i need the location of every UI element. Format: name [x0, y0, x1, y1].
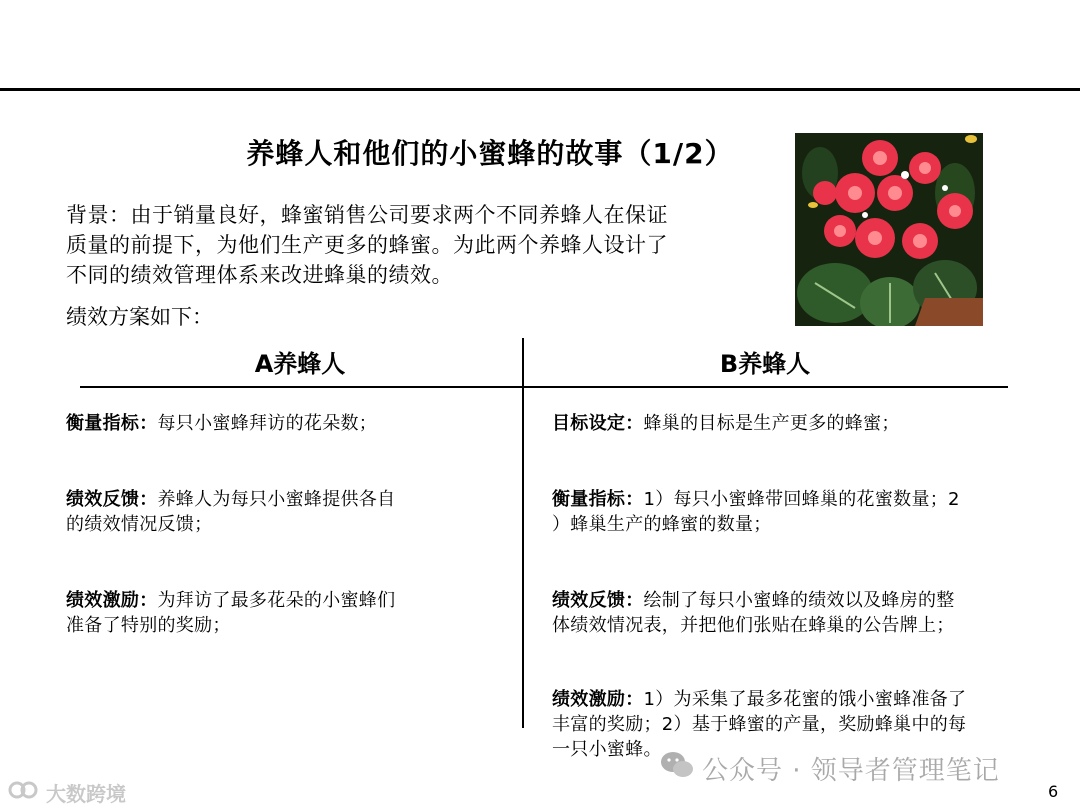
- page-number: 6: [1048, 782, 1059, 801]
- item-text: ）蜂巢生产的蜂蜜的数量；: [552, 514, 772, 535]
- item-text: 丰富的奖励；2）基于蜂蜜的产量，奖励蜂巢中的每: [552, 714, 967, 735]
- item-text: 1）为采集了最多花蜜的饿小蜜蜂准备了: [643, 689, 967, 710]
- item-text: 准备了特别的奖励；: [66, 615, 231, 636]
- plan-label: 绩效方案如下：: [66, 305, 213, 329]
- column-a-item-feedback: [66, 487, 466, 537]
- slide-title: 养蜂人和他们的小蜜蜂的故事（1/2）: [246, 137, 734, 170]
- item-text: 1）每只小蜜蜂带回蜂巢的花蜜数量；2: [643, 489, 960, 510]
- item-text: 每只小蜜蜂拜访的花朵数；: [157, 413, 378, 434]
- item-text: 体绩效情况表，并把他们张贴在蜂巢的公告牌上；: [552, 615, 955, 636]
- watermark-left: [8, 778, 126, 807]
- item-label: 绩效反馈：: [552, 590, 644, 611]
- item-label: 绩效反馈：: [66, 489, 158, 510]
- column-divider: [522, 338, 524, 728]
- link-icon: [8, 779, 42, 806]
- item-label: 衡量指标：: [66, 413, 158, 434]
- item-text: 一只小蜜蜂。: [552, 739, 662, 760]
- item-label: 绩效激励：: [66, 590, 158, 611]
- item-label: 目标设定：: [552, 413, 644, 434]
- column-b-header: B养蜂人: [719, 350, 811, 378]
- flower-clipart-icon: [795, 133, 983, 326]
- item-text: 的绩效情况反馈；: [66, 514, 213, 535]
- item-text: 养蜂人为每只小蜜蜂提供各自: [157, 489, 396, 510]
- item-label: 衡量指标：: [552, 489, 644, 510]
- item-text: 绘制了每只小蜜蜂的绩效以及蜂房的整: [643, 590, 955, 611]
- column-b-item-goal: [552, 411, 1032, 436]
- watermark-left-text: 大数跨境: [46, 782, 126, 806]
- column-a-header: A养蜂人: [254, 350, 346, 378]
- watermark-right: [660, 750, 1000, 787]
- wechat-icon: [660, 750, 694, 787]
- top-rule: [0, 88, 1080, 91]
- background-line: 不同的绩效管理体系来改进蜂巢的绩效。: [66, 263, 453, 287]
- column-a-item-incentive: [66, 588, 466, 638]
- background-line: 质量的前提下，为他们生产更多的蜂蜜。为此两个养蜂人设计了: [66, 233, 668, 257]
- flower-illustration: [795, 133, 983, 326]
- column-b-item-feedback: [552, 588, 1032, 638]
- column-b-item-measure: [552, 487, 1032, 537]
- item-text: 蜂巢的目标是生产更多的蜂蜜；: [643, 413, 900, 434]
- background-paragraph: [66, 200, 746, 290]
- background-line: 背景：由于销量良好，蜂蜜销售公司要求两个不同养蜂人在保证: [66, 203, 668, 227]
- column-a-item-measure: [66, 411, 466, 436]
- item-label: 绩效激励：: [552, 689, 644, 710]
- watermark-right-text: 公众号 · 领导者管理笔记: [702, 756, 1000, 786]
- header-rule: [80, 386, 1008, 388]
- item-text: 为拜访了最多花朵的小蜜蜂们: [157, 590, 396, 611]
